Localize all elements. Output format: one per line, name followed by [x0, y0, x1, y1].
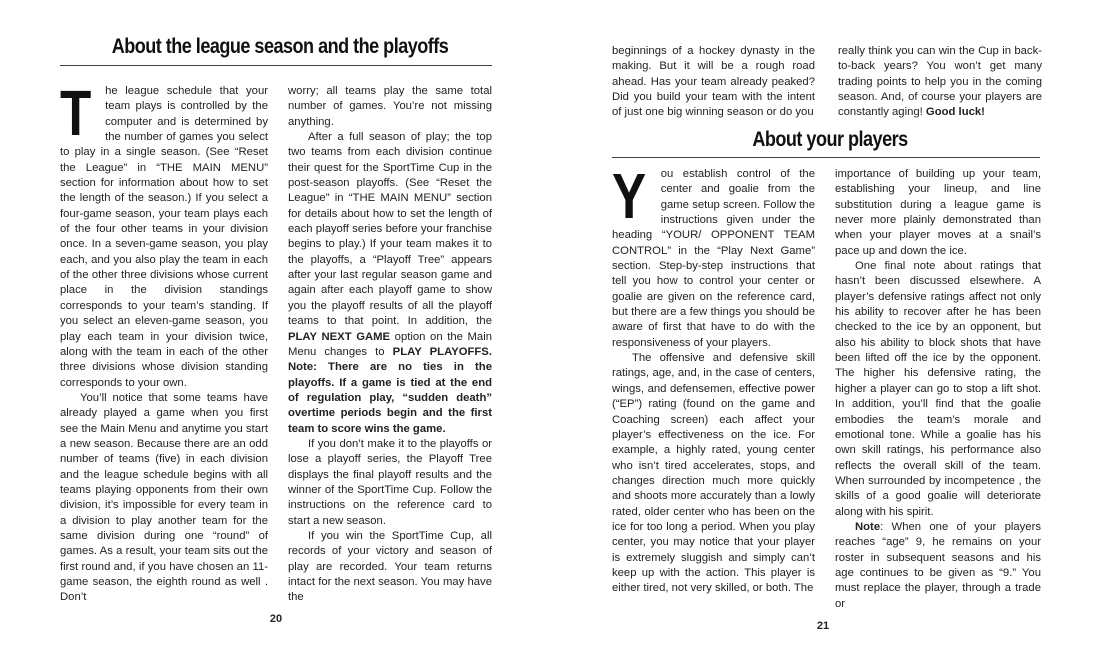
paragraph: worry; all teams play the same total number of games. You’re not missing anything. — [288, 85, 492, 128]
text-column — [288, 84, 492, 606]
paragraph: One final note about ratings that hasn’t been discussed elsewhere. A player’s defensive ratings affect not only his ability to recover after he has been checked to the ice by an opponent, but also his ability to block shots that have been lifted off the ice by the opponent. The higher his defensive rating, the higher a player can go to stop a lift shot. In addition, you’ll find that the goalie embodies the team’s morale and emotional tone. While a goalie has his own skill ratings, his performance also reflects the overall skill of the team. When surrounded by incompetence , the skills of a good goalie will deteriorate along with his spirit. — [835, 260, 1041, 518]
paragraph — [60, 77, 268, 391]
paragraph — [612, 160, 815, 351]
paragraph-text: option on the Main Menu changes to — [288, 330, 492, 358]
text-column — [60, 77, 268, 606]
bold-text: Note — [855, 520, 881, 533]
paragraph: If you win the SportTime Cup, all records of your victory and season of play are recorded. Your team returns intact for the next season. You may have the — [288, 529, 492, 604]
title-rule — [60, 65, 492, 66]
paragraph: The offensive and defensive skill ratings, age, and, in the case of centers, wings, and defensemen, effective power (“EP”) rating (found on the game and Coaching screen) each affect your player’s effectiveness on the ice. For example, a highly rated, young center who isn’t tired accelerates, stops, and changes direction much more quickly and shoots more accurately than a lowly rated, older center who has been on the ice for too long a period. When you play center, you may notice that your player is extremely sluggish and simply can’t keep up with the action. This player is either tired, not very skilled, or both. The — [612, 352, 815, 595]
text-column — [835, 167, 1041, 612]
page-number: 21 — [816, 620, 830, 632]
drop-cap: Y — [612, 160, 647, 232]
page-title: About the league season and the playoffs — [111, 35, 449, 58]
paragraph — [838, 44, 1042, 121]
paragraph — [288, 130, 492, 437]
paragraph: importance of building up your team, establishing your lineup, and line substitution during a league game is never more plainly demonstrated than when your player moves at a snail’s pace up and down the ice. — [835, 168, 1041, 257]
text-column — [612, 44, 815, 121]
paragraph-text: : When one of your players reaches “age” 9, he remains on your roster in subsequent seasons and his age continues to be given as “9.” You must replace the player, through a trade or — [835, 520, 1041, 610]
page-number: 20 — [269, 613, 283, 625]
paragraph-text: ou establish control of the center and goalie from the game setup screen. Follow the instructions given under the heading “YOUR/ OPPONENT TEAM CONTROL” in the “Play Next Game” section. Step-by-step instructions that tell you how to control your center or goalie are given on the reference card, but there are a few things you should be aware of first that have to do with the responsiveness of your players. — [612, 168, 815, 349]
paragraph-text: he league schedule that your team plays is controlled by the computer and is determined by the number of games you select to play in a single season. (See “Reset the League” in “THE MAIN MENU” section for information about how to set the length of the season.) If you select a four-game season, your team plays each of the four other teams in your division once. In a seven-game season, you play each, and you also play the team in each of the other three divisions whose current place in the division standings corresponds to your team’s standing. If you select an eleven-game season, you play each team in your division twice, along with the team in each of the other three divisions whose division standing corresponds to your own. — [60, 85, 268, 389]
bold-text: Good luck! — [925, 106, 985, 119]
paragraph-text: After a full season of play; the top two teams from each division continue their quest for the SportTime Cup in the post-season playoffs. (See “Reset the League” in “THE MAIN MENU” section for details about how to set the length of each playoff series before your franchise begins to play.) If your team makes it to the playoffs, a “Playoff Tree” appears after your last regular season game and again after each playoff game to show you the playoff results of all the playoff teams to that point. In addition, the — [288, 131, 492, 328]
bold-text: PLAY NEXT GAME — [288, 330, 391, 343]
page-title: About your players — [752, 128, 908, 151]
paragraph — [835, 520, 1041, 612]
paragraph: beginnings of a hockey dynasty in the making. But it will be a rough road ahead. Has your team already peaked? Did you build your team with the intent of just one big winning season or do you — [612, 45, 815, 119]
paragraph-text: really think you can win the Cup in back-to-back years? You won’t get many trading points to help you in the coming season. And, of course your players are constantly aging! — [838, 45, 1042, 119]
right-page — [550, 0, 1100, 649]
paragraph: You’ll notice that some teams have already played a game when you first see the Main Menu and anytime you start a new season. Because there are an odd number of teams (five) in each division and the league schedule begins with all teams playing opponents from their own division, it’s impossible for every team in a division to play another team for the same division during one “round” of games. As a result, your team sits out the first round and, if you have chosen an 11-game season, the eighth round as well . Don’t — [60, 391, 268, 604]
text-column — [612, 160, 815, 597]
bold-text: PLAY PLAYOFFS. Note: There are no ties in the playoffs. If a game is tied at the end of regulation play, “sudden death” overtime periods begin and the first team to score wins the game. — [288, 345, 492, 435]
text-column — [838, 44, 1042, 121]
drop-cap: T — [60, 77, 92, 149]
title-rule — [612, 157, 1040, 158]
paragraph: If you don’t make it to the playoffs or lose a playoff series, the Playoff Tree displays the final playoff results and the winner of the SportTime Cup. Follow the instructions on the reference card to start a new season. — [288, 437, 492, 527]
